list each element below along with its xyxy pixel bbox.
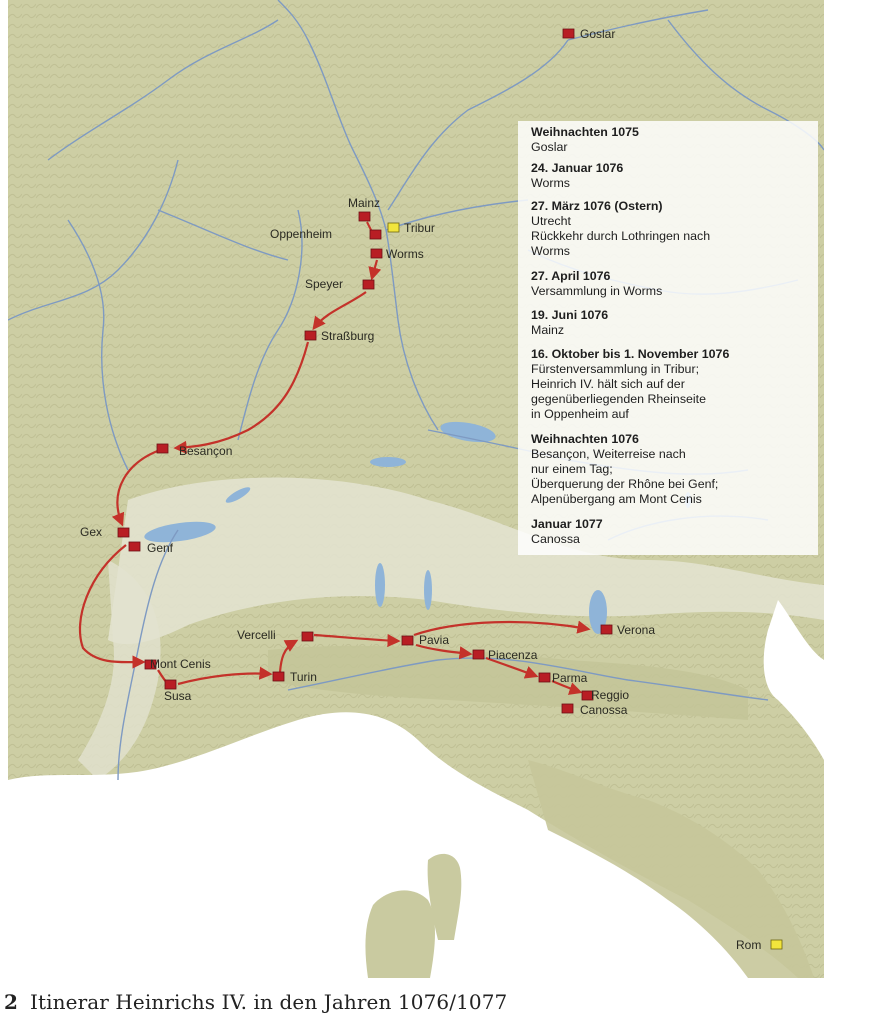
lake-maggiore	[375, 563, 385, 607]
marker-gex[interactable]	[118, 528, 129, 537]
legend-entry	[531, 161, 623, 191]
legend-text: Utrecht Rückkehr durch Lothringen nach Worms	[531, 214, 711, 258]
legend-date: Weihnachten 1075	[531, 125, 639, 139]
marker-strassburg[interactable]	[305, 331, 316, 340]
marker-worms[interactable]	[371, 249, 382, 258]
label-strassburg: Straßburg	[321, 329, 375, 343]
label-reggio: Reggio	[591, 688, 630, 702]
marker-goslar[interactable]	[563, 29, 574, 38]
legend-date: Weihnachten 1076	[531, 432, 639, 446]
legend-entry	[531, 308, 608, 338]
legend-date: Januar 1077	[531, 517, 603, 531]
legend-text: Mainz	[531, 323, 565, 337]
legend-entry	[531, 125, 639, 155]
marker-parma[interactable]	[539, 673, 550, 682]
legend-text: Versammlung in Worms	[531, 284, 663, 298]
island-sardinia	[365, 890, 435, 978]
label-worms: Worms	[386, 247, 424, 261]
figure-caption-text: Itinerar Heinrichs IV. in den Jahren 1076/1077	[30, 990, 508, 1014]
legend-text: Worms	[531, 176, 571, 190]
label-tribur: Tribur	[404, 221, 435, 235]
legend-entry	[531, 347, 729, 422]
legend-text: Fürstenversammlung in Tribur; Heinrich IV. hält sich auf der gegenüberliegenden Rheinseite in Oppenheim auf	[531, 362, 706, 421]
label-parma: Parma	[552, 671, 588, 685]
legend-text: Canossa	[531, 532, 580, 546]
label-speyer: Speyer	[305, 277, 344, 291]
chronology-legend	[518, 121, 818, 555]
figure-caption	[4, 990, 507, 1014]
marker-piacenza[interactable]	[473, 650, 484, 659]
lake-como	[424, 570, 432, 610]
marker-tribur[interactable]	[388, 223, 399, 232]
marker-turin[interactable]	[273, 672, 284, 681]
marker-canossa[interactable]	[562, 704, 573, 713]
legend-date: 16. Oktober bis 1. November 1076	[531, 347, 730, 361]
map[interactable]	[8, 0, 824, 978]
marker-mainz[interactable]	[359, 212, 370, 221]
label-vercelli: Vercelli	[237, 628, 276, 642]
label-mont-cenis: Mont Cenis	[150, 657, 211, 671]
legend-entry	[531, 199, 710, 259]
marker-besancon[interactable]	[157, 444, 168, 453]
label-canossa: Canossa	[580, 703, 628, 717]
marker-rom[interactable]	[771, 940, 782, 949]
label-gex: Gex	[80, 525, 103, 539]
legend-date: 27. April 1076	[531, 269, 611, 283]
marker-genf[interactable]	[129, 542, 140, 551]
marker-susa[interactable]	[165, 680, 176, 689]
label-turin: Turin	[290, 670, 317, 684]
label-besancon: Besançon	[179, 444, 233, 458]
marker-vercelli[interactable]	[302, 632, 313, 641]
label-rom: Rom	[736, 938, 762, 952]
marker-oppenheim[interactable]	[370, 230, 381, 239]
label-goslar: Goslar	[580, 27, 616, 41]
legend-date: 19. Juni 1076	[531, 308, 609, 322]
legend-text: Besançon, Weiterreise nach nur einem Tag; Überquerung der Rhône bei Genf; Alpenübergang am Mont Cenis	[531, 447, 719, 506]
label-susa: Susa	[164, 689, 192, 703]
marker-speyer[interactable]	[363, 280, 374, 289]
lake-zurich	[370, 457, 406, 467]
label-oppenheim: Oppenheim	[270, 227, 333, 241]
legend-entry	[531, 269, 662, 299]
marker-pavia[interactable]	[402, 636, 413, 645]
label-genf: Genf	[147, 541, 174, 555]
legend-date: 24. Januar 1076	[531, 161, 624, 175]
label-verona: Verona	[617, 623, 656, 637]
legend-text: Goslar	[531, 140, 568, 154]
label-pavia: Pavia	[419, 633, 450, 647]
label-piacenza: Piacenza	[488, 648, 538, 662]
label-mainz: Mainz	[348, 196, 381, 210]
marker-verona[interactable]	[601, 625, 612, 634]
legend-date: 27. März 1076 (Ostern)	[531, 199, 663, 213]
legend-entry	[531, 517, 603, 547]
legend-entry	[531, 432, 718, 507]
figure-number: 2	[4, 990, 19, 1014]
